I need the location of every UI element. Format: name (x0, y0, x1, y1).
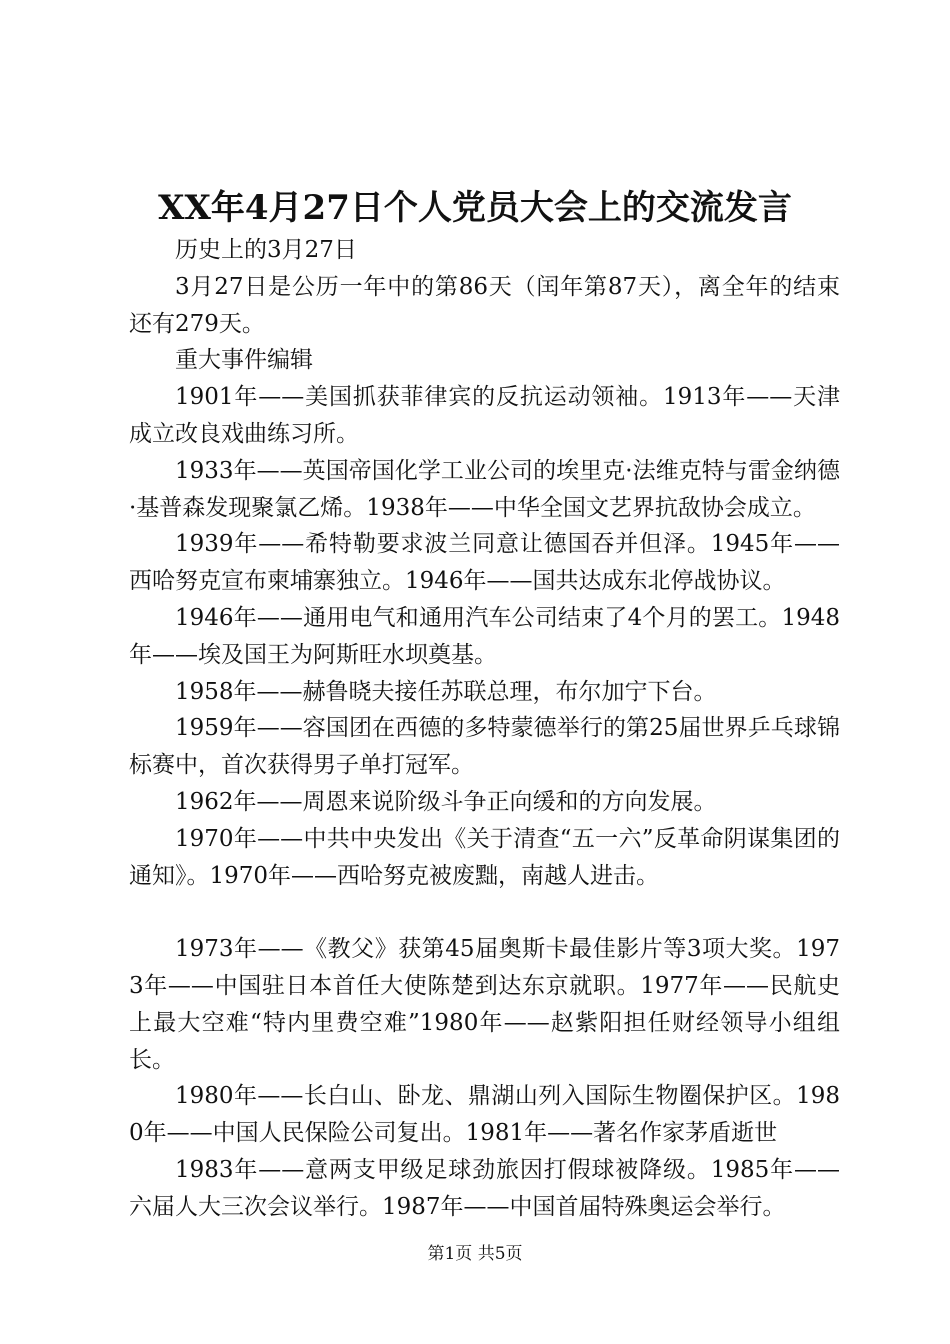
paragraph-event: 1962年——周恩来说阶级斗争正向缓和的方向发展。 (175, 788, 717, 815)
paragraph-event: 1970年——中共中央发出《关于清查“五一六”反革命阴谋集团的通知》。1970年——西哈努克被废黜，南越人进击。 (129, 825, 840, 889)
paragraph-event: 1901年——美国抓获菲律宾的反抗运动领袖。1913年——天津成立改良戏曲练习所。 (129, 384, 840, 447)
paragraph-event: 1933年——英国帝国化学工业公司的埃里克·法维克特与雷金纳德·基普森发现聚氯乙烯。1938年——中华全国文艺界抗敌协会成立。 (129, 457, 840, 521)
paragraph-event: 1946年——通用电气和通用汽车公司结束了4个月的罢工。1948年——埃及国王为阿斯旺水坝奠基。 (129, 604, 840, 668)
paragraph-event: 1973年——《教父》获第45届奥斯卡最佳影片等3项大奖。1973年——中国驻日本首任大使陈楚到达东京就职。1977年——民航史上最大空难“特内里费空难”1980年——赵紫阳担任财经领导小组组长。 (129, 936, 840, 1073)
paragraph-event: 1939年——希特勒要求波兰同意让德国吞并但泽。1945年——西哈努克宣布柬埔寨独立。1946年——国共达成东北停战协议。 (129, 531, 840, 595)
paragraph-history-heading: 历史上的3月27日 (175, 237, 357, 263)
paragraph-day-intro: 3月27日是公历一年中的第86天（闰年第87天），离全年的结束还有279天。 (129, 273, 840, 337)
document-title: XX年4月27日个人党员大会上的交流发言 (158, 188, 792, 228)
paragraph-event: 1980年——长白山、卧龙、鼎湖山列入国际生物圈保护区。1980年——中国人民保险公司复出。1981年——著名作家茅盾逝世 (129, 1083, 840, 1147)
page-number-footer: 第1页 共5页 (427, 1244, 523, 1264)
paragraph-event: 1983年——意两支甲级足球劲旅因打假球被降级。1985年——六届人大三次会议举行。1987年——中国首届特殊奥运会举行。 (129, 1156, 840, 1220)
paragraph-event: 1959年——容国团在西德的多特蒙德举行的第25届世界乒乓球锦标赛中，首次获得男子单打冠军。 (129, 715, 840, 779)
paragraph-events-heading: 重大事件编辑 (175, 347, 313, 374)
paragraph-event: 1958年——赫鲁晓夫接任苏联总理，布尔加宁下台。 (175, 678, 717, 705)
document-body (129, 232, 840, 1226)
